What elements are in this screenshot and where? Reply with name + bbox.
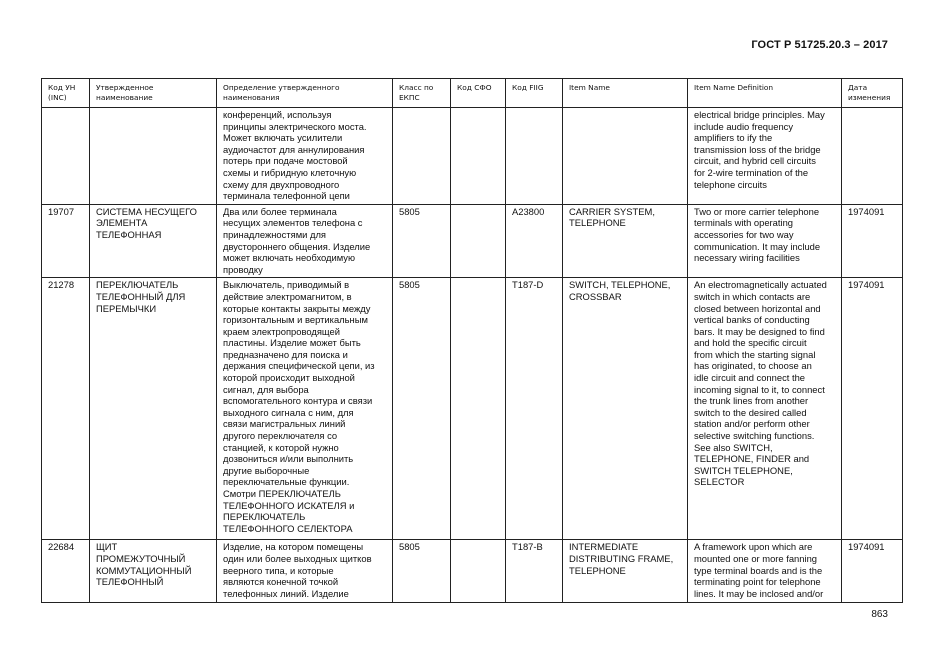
col-header-approved-name: Утвержденное наименование bbox=[90, 79, 217, 108]
col-header-inc: Код УН (INC) bbox=[42, 79, 90, 108]
cell-sfo-code bbox=[451, 204, 506, 278]
col-header-item-definition: Item Name Definition bbox=[688, 79, 842, 108]
cell-definition: Изделие, на котором помещены один или более выходных щитков веерного типа, и которые являются конечной точкой телефонных линий. Изделие bbox=[217, 540, 393, 603]
cell-item-definition: Two or more carrier telephone terminals with operating accessories for two way communication. It may include necessary wiring facilities bbox=[688, 204, 842, 278]
cell-definition: Выключатель, приводимый в действие электромагнитом, в которые контакты закрыты между горизонтальным и вертикальным краем электропроводящей пластины. Изделие может быть предназначено для поиска и держания специфической цепи, из которой происходит выходной сигнал, для выбора вспомогательного контура и связи выходного сигнала с ним, для связи магистральных линий другого переключателя со станцией, к которой нужно дозвониться и/или выполнить другие выборочные переключательные функции. Смотри ПЕРЕКЛЮЧАТЕЛЬ ТЕЛЕФОННОГО ИСКАТЕЛЯ и ПЕРЕКЛЮЧАТЕЛЬ ТЕЛЕФОННОГО СЕЛЕКТОРА bbox=[217, 278, 393, 540]
table-row bbox=[42, 540, 903, 603]
cell-approved-name bbox=[90, 108, 217, 205]
cell-ekps-class: 5805 bbox=[393, 278, 451, 540]
cell-item-name: INTERMEDIATE DISTRIBUTING FRAME, TELEPHONE bbox=[563, 540, 688, 603]
cell-fiig-code: T187-D bbox=[506, 278, 563, 540]
cell-approved-name: ПЕРЕКЛЮЧАТЕЛЬ ТЕЛЕФОННЫЙ ДЛЯ ПЕРЕМЫЧКИ bbox=[90, 278, 217, 540]
table-row bbox=[42, 204, 903, 278]
col-header-fiig-code: Код FIIG bbox=[506, 79, 563, 108]
cell-change-date: 1974091 bbox=[842, 278, 903, 540]
cell-fiig-code: A23800 bbox=[506, 204, 563, 278]
cell-inc: 22684 bbox=[42, 540, 90, 603]
cell-item-definition: A framework upon which are mounted one or more fanning type terminal boards and is the terminating point for telephone lines. It may be inclosed and/or bbox=[688, 540, 842, 603]
cell-change-date: 1974091 bbox=[842, 204, 903, 278]
cell-ekps-class bbox=[393, 108, 451, 205]
col-header-change-date: Дата изменения bbox=[842, 79, 903, 108]
document-title: ГОСТ Р 51725.20.3 – 2017 bbox=[751, 39, 888, 51]
cell-sfo-code bbox=[451, 278, 506, 540]
cell-ekps-class: 5805 bbox=[393, 540, 451, 603]
cell-change-date bbox=[842, 108, 903, 205]
cell-item-definition: electrical bridge principles. May include audio frequency amplifiers to ify the transmission loss of the bridge circuit, and hybrid cell circuits for 2-wire termination of the telephone circuits bbox=[688, 108, 842, 205]
cell-definition: конференций, используя принципы электрического моста. Может включать усилители аудиочастот для аннулирования потерь при подаче мостовой схемы и гибридную клеточную схему для двухпроводного терминала телефонной цепи bbox=[217, 108, 393, 205]
cell-approved-name: СИСТЕМА НЕСУЩЕГО ЭЛЕМЕНТА ТЕЛЕФОННАЯ bbox=[90, 204, 217, 278]
table-row bbox=[42, 108, 903, 205]
cell-inc: 21278 bbox=[42, 278, 90, 540]
cell-item-definition: An electromagnetically actuated switch in which contacts are closed between horizontal and vertical banks of conducting bars. It may be designed to find and hold the specific circuit from which the starting signal has originated, to choose an idle circuit and connect the incoming signal to it, to connect the trunk lines from another switch to the desired called station and/or perform other selective switching functions. See also SWITCH, TELEPHONE, FINDER and SWITCH TELEPHONE, SELECTOR bbox=[688, 278, 842, 540]
cell-sfo-code bbox=[451, 540, 506, 603]
page-number: 863 bbox=[871, 609, 888, 620]
col-header-sfo-code: Код СФО bbox=[451, 79, 506, 108]
table-row bbox=[42, 278, 903, 540]
nomenclature-table bbox=[41, 78, 903, 603]
table-header-row bbox=[42, 79, 903, 108]
cell-fiig-code bbox=[506, 108, 563, 205]
col-header-ekps-class: Класс по ЕКПС bbox=[393, 79, 451, 108]
cell-fiig-code: T187-B bbox=[506, 540, 563, 603]
cell-item-name: SWITCH, TELEPHONE, CROSSBAR bbox=[563, 278, 688, 540]
cell-sfo-code bbox=[451, 108, 506, 205]
cell-definition: Два или более терминала несущих элементов телефона с принадлежностями для двустороннего общения. Изделие может включать необходимую проводку bbox=[217, 204, 393, 278]
cell-inc bbox=[42, 108, 90, 205]
cell-approved-name: ЩИТ ПРОМЕЖУТОЧНЫЙ КОММУТАЦИОННЫЙ ТЕЛЕФОННЫЙ bbox=[90, 540, 217, 603]
cell-ekps-class: 5805 bbox=[393, 204, 451, 278]
cell-change-date: 1974091 bbox=[842, 540, 903, 603]
col-header-definition: Определение утвержденного наименования bbox=[217, 79, 393, 108]
cell-inc: 19707 bbox=[42, 204, 90, 278]
cell-item-name: CARRIER SYSTEM, TELEPHONE bbox=[563, 204, 688, 278]
col-header-item-name: Item Name bbox=[563, 79, 688, 108]
cell-item-name bbox=[563, 108, 688, 205]
